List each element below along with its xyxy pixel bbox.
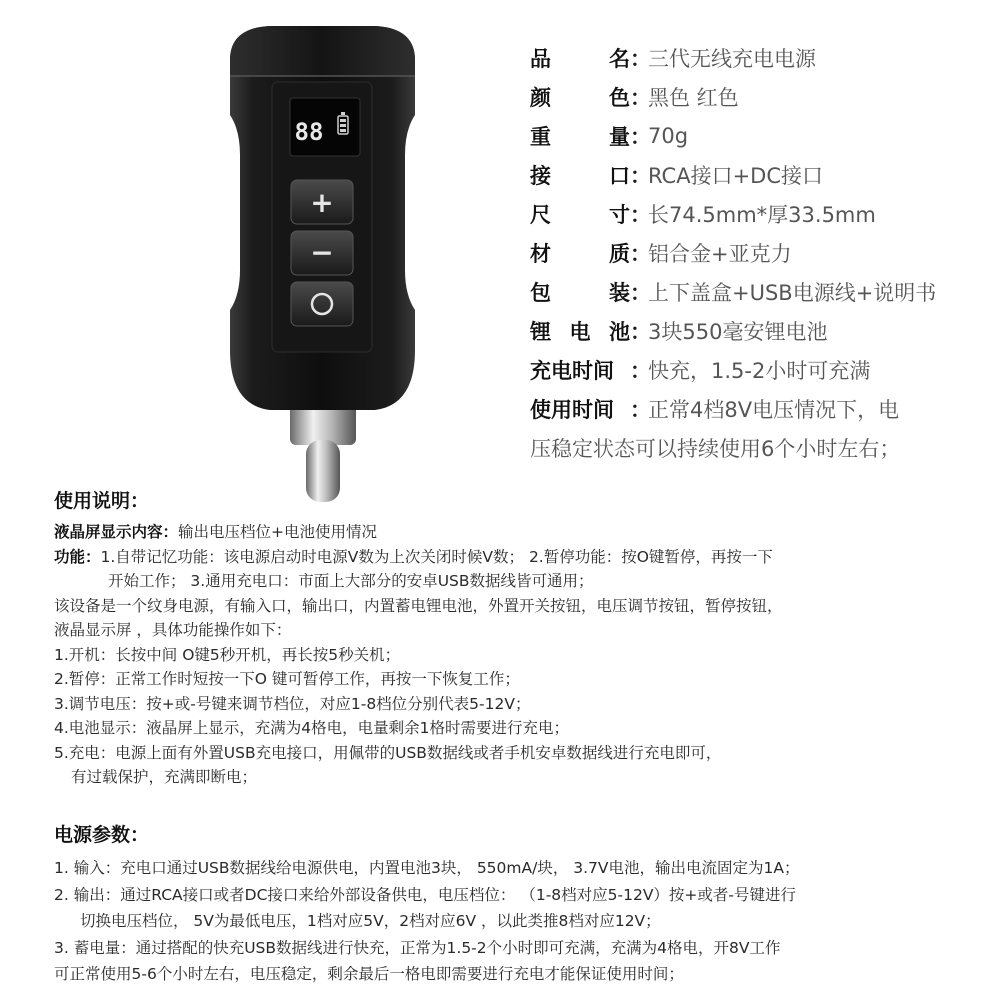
spec-label-char: 量 <box>609 124 630 149</box>
spec-row <box>530 350 970 389</box>
params-section <box>54 855 984 988</box>
spec-label-char: 寸 <box>609 202 630 227</box>
param-line-2-cont: 切换电压档位， 5V为最低电压，1档对应5V，2档对应6V ，以此类推8档对应12V； <box>80 912 661 930</box>
step-2: 2.暂停：正常工作时短按一下O 键可暂停工作，再按一下恢复工作； <box>54 670 520 688</box>
spec-label <box>530 316 630 346</box>
spec-label <box>530 43 630 73</box>
spec-label-char: 池 <box>609 319 630 344</box>
lcd-value: 输出电压档位+电池使用情况 <box>178 523 378 541</box>
lcd-digits: 88 <box>294 118 324 146</box>
spec-colon: ： <box>630 319 651 344</box>
spec-row <box>530 233 970 272</box>
spec-colon: ： <box>630 358 651 383</box>
spec-label <box>530 199 630 229</box>
spec-row <box>530 311 970 350</box>
power-button[interactable] <box>291 282 353 326</box>
minus-button[interactable] <box>291 231 353 275</box>
desc-line-1: 该设备是一个纹身电源，有输入口，输出口，内置蓄电锂电池，外置开关按钮，电压调节按钮，暂停按钮， <box>54 596 783 615</box>
spec-label-char: 颜 <box>530 85 551 110</box>
spec-value: 黑色 红色 <box>648 85 739 110</box>
manual-section <box>54 520 974 790</box>
params-title: 电源参数： <box>54 824 150 846</box>
spec-label-char: 锂 <box>530 319 551 344</box>
spec-colon: ： <box>630 85 651 110</box>
spec-value: 快充，1.5-2小时可充满 <box>648 358 871 383</box>
spec-label-char: 包 <box>530 280 551 305</box>
spec-value: 70g <box>648 123 689 148</box>
desc-line-2: 液晶显示屏 ，具体功能操作如下： <box>54 621 292 639</box>
func-line-2: 开始工作； 3.通用充电口：市面上大部分的安卓USB数据线皆可通用； <box>108 572 594 590</box>
spec-colon: ： <box>630 46 651 71</box>
spec-label-char: 充电时间 <box>530 358 614 383</box>
param-line-1: 1. 输入：充电口通过USB数据线给电源供电，内置电池3块， 550mA/块， 3.7V电池，输出电流固定为1A； <box>54 859 800 877</box>
plus-icon: + <box>310 186 334 219</box>
spec-label <box>530 121 630 151</box>
spec-label <box>530 394 630 424</box>
spec-row <box>530 77 970 116</box>
spec-row <box>530 116 970 155</box>
spec-value: 铝合金+亚克力 <box>648 241 792 266</box>
step-5: 5.充电：电源上面有外置USB充电接口，用佩带的USB数据线或者手机安卓数据线进行充电即可， <box>54 743 722 762</box>
spec-label-char: 材 <box>530 241 551 266</box>
spec-colon: ： <box>630 163 651 188</box>
spec-label-char: 使用时间 <box>530 397 614 422</box>
param-line-3: 3. 蓄电量：通过搭配的快充USB数据线进行快充，正常为1.5-2个小时即可充满，充满为4格电，开8V工作 <box>54 938 781 957</box>
spec-value: 上下盖盒+USB电源线+说明书 <box>648 280 937 305</box>
step-1: 1.开机：长按中间 O键5秒开机，再长按5秒关机； <box>54 645 401 664</box>
spec-label-char: 品 <box>530 46 551 71</box>
param-line-2: 2. 输出：通过RCA接口或者DC接口来给外部设备供电，电压档位： （1-8档对应5-12V）按+或者-号键进行 <box>54 885 797 904</box>
spec-label <box>530 160 630 190</box>
spec-row <box>530 272 970 311</box>
spec-label-char: 色 <box>609 85 630 110</box>
device-cap <box>230 26 415 75</box>
spec-value: 3块550毫安锂电池 <box>648 319 828 344</box>
step-5-cont: 有过载保护，充满即断电； <box>71 768 258 786</box>
func-line-1: 1.自带记忆功能：该电源启动时电源V数为上次关闭时候V数； 2.暂停功能：按O键暂停，再按一下 <box>100 547 773 566</box>
spec-colon: ： <box>630 397 651 422</box>
rca-pin <box>306 440 340 502</box>
lcd-label: 液晶屏显示内容： <box>54 523 179 541</box>
spec-value: 三代无线充电电源 <box>648 46 816 71</box>
minus-icon: − <box>310 236 334 269</box>
spec-colon: ： <box>630 280 651 305</box>
spec-label <box>530 277 630 307</box>
spec-row <box>530 155 970 194</box>
manual-title: 使用说明： <box>54 490 150 512</box>
step-4: 4.电池显示：液晶屏上显示，充满为4格电，电量剩余1格时需要进行充电； <box>54 719 570 737</box>
spec-label <box>530 355 630 385</box>
spec-colon: ： <box>630 241 651 266</box>
spec-label-char: 口 <box>609 163 630 188</box>
func-label: 功能： <box>54 547 101 566</box>
spec-label <box>530 238 630 268</box>
spec-value: 长74.5mm*厚33.5mm <box>648 202 876 227</box>
spec-label-char: 名 <box>609 46 630 71</box>
spec-colon: ： <box>630 202 651 227</box>
spec-label-char: 尺 <box>530 202 551 227</box>
spec-row <box>530 389 970 428</box>
product-image <box>210 20 435 505</box>
spec-value: RCA接口+DC接口 <box>648 163 824 188</box>
param-line-3-cont: 可正常使用5-6个小时左右，电压稳定，剩余最后一格电即需要进行充电才能保证使用时间； <box>54 965 684 983</box>
spec-label-char: 装 <box>609 280 630 305</box>
spec-continuation: 压稳定状态可以持续使用6个小时左右； <box>530 436 901 461</box>
step-3: 3.调节电压：按+或-号键来调节档位，对应1-8档位分别代表5-12V； <box>54 694 531 713</box>
spec-list <box>530 38 970 467</box>
spec-value: 正常4档8V电压情况下，电 <box>648 397 900 422</box>
spec-label-char: 接 <box>530 163 551 188</box>
spec-label <box>530 82 630 112</box>
spec-colon: ： <box>630 124 651 149</box>
spec-label-char: 重 <box>530 124 551 149</box>
spec-row <box>530 194 970 233</box>
spec-label-char: 电 <box>569 319 591 344</box>
plus-button[interactable] <box>291 180 353 224</box>
spec-row <box>530 38 970 77</box>
spec-label-char: 质 <box>609 241 630 266</box>
